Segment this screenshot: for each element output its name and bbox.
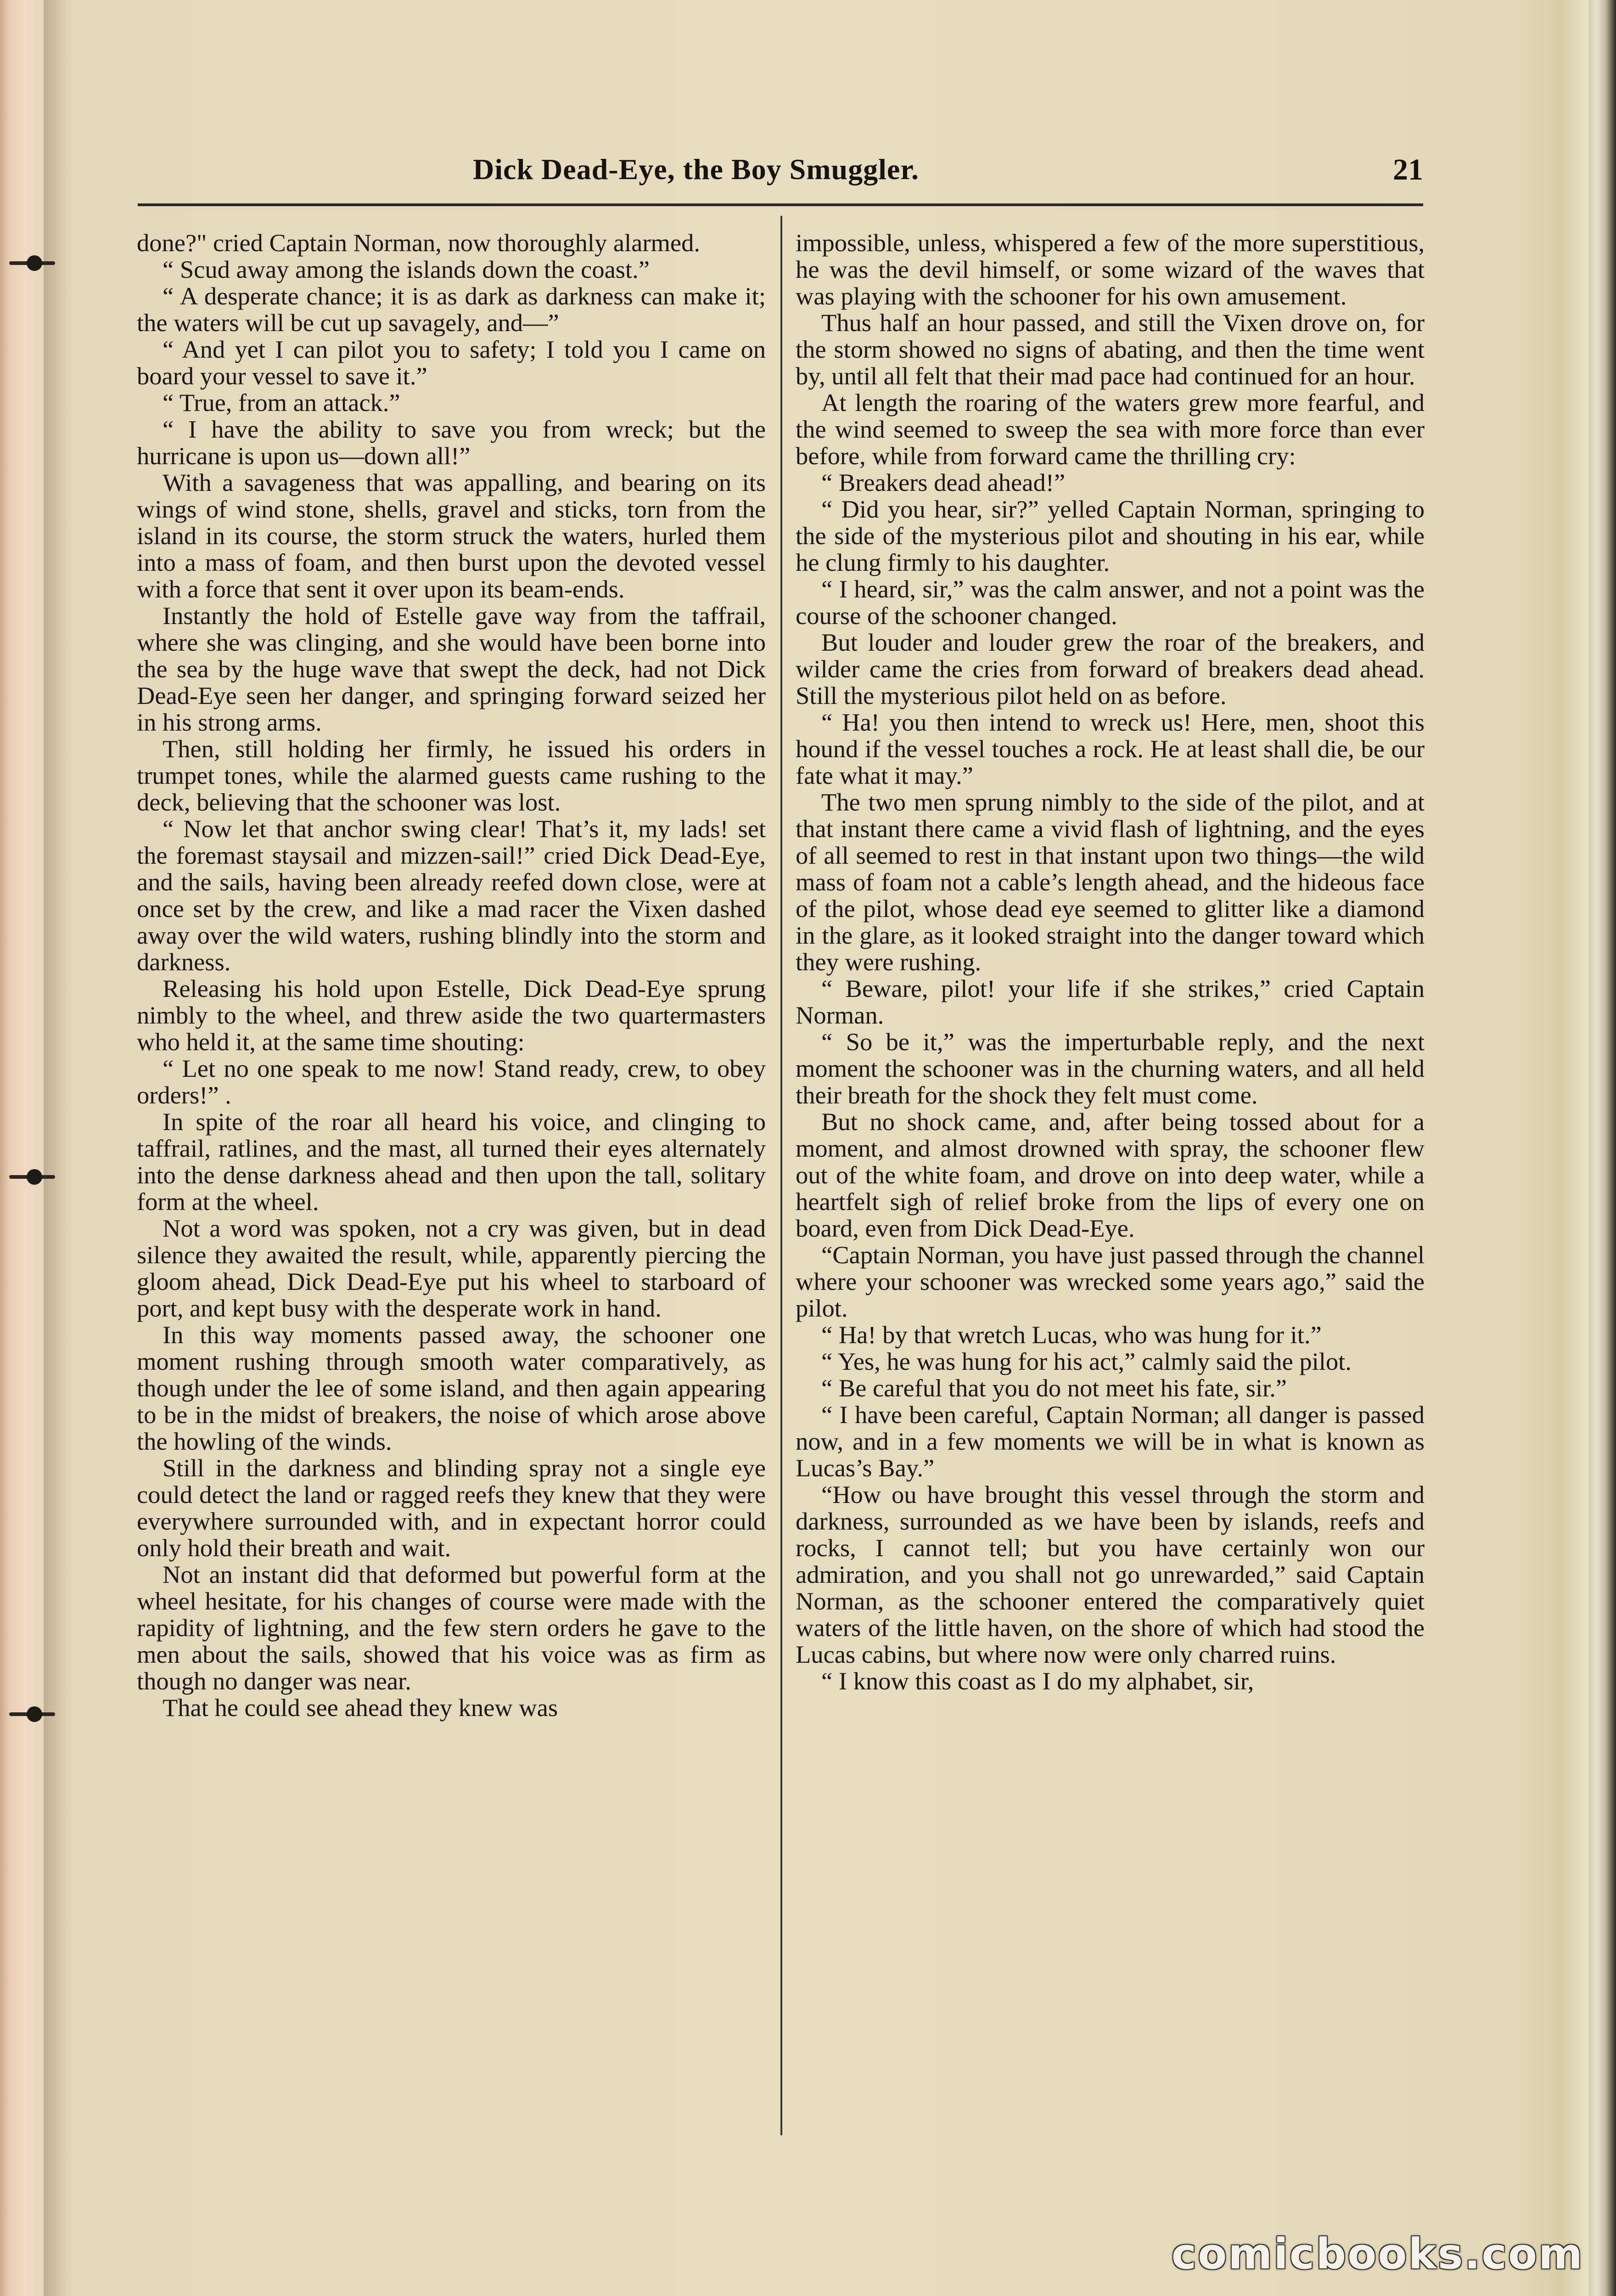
paragraph: impossible, unless, whispered a few of the more superstitious, he was the devil himself, or some wizard of the waves that was playing with the schooner for his own amusement. — [796, 229, 1425, 310]
paragraph: “ I have been careful, Captain Norman; all danger is passed now, and in a few moments we will be in what is known as Lucas’s Bay.” — [796, 1401, 1425, 1482]
paragraph: “How ou have brought this vessel through the storm and darkness, surrounded as we have been by islands, reefs and rocks, I cannot tell; but you have certainly won our admiration, and you shall not go unrewarded,” said Captain Norman, as the schooner entered the comparatively quiet waters of the little haven, on the shore of which had stood the Lucas cabins, but where now were only charred ruins. — [796, 1480, 1425, 1668]
paragraph: “ Yes, he was hung for his act,” calmly said the pilot. — [821, 1347, 1352, 1375]
paragraph: “ Breakers dead ahead!” — [821, 468, 1066, 496]
paragraph: “ True, from an attack.” — [163, 388, 400, 416]
paragraph: “ Be careful that you do not meet his fate, sir.” — [821, 1374, 1287, 1402]
paragraph: Releasing his hold upon Estelle, Dick Dead-Eye sprung nimbly to the wheel, and threw aside the two quartermasters who held it, at the same time shouting: — [137, 974, 766, 1056]
paragraph: “ I know this coast as I do my alphabet, sir, — [821, 1667, 1254, 1695]
page-edge — [1588, 0, 1616, 2296]
paragraph: With a savageness that was appalling, and bearing on its wings of wind stone, shells, gravel and sticks, torn from the island in its course, the storm struck the waters, hurled them into a mass of foam, and then burst upon the devoted vessel with a force that sent it over upon its beam-ends. — [137, 468, 766, 603]
header-rule — [138, 203, 1423, 206]
paragraph: “ And yet I can pilot you to safety; I told you I came on board your vessel to save it.” — [137, 335, 766, 390]
binding-stitch — [9, 253, 55, 273]
right-column — [796, 230, 1425, 1694]
left-column — [137, 230, 766, 1721]
paragraph: “ Scud away among the islands down the coast.” — [163, 255, 650, 283]
column-divider — [780, 216, 782, 2135]
paragraph: Thus half an hour passed, and still the Vixen drove on, for the storm showed no signs of abating, and then the time went by, until all felt that their mad pace had continued for an hour. — [796, 309, 1425, 390]
paragraph: “Captain Norman, you have just passed through the channel where your schooner was wrecked some years ago,” said the pilot. — [796, 1241, 1425, 1322]
paragraph: But louder and louder grew the roar of the breakers, and wilder came the cries from forward of breakers dead ahead. Still the mysterious pilot held on as before. — [796, 628, 1425, 709]
binding-stitch — [9, 1704, 55, 1724]
paragraph: “ Beware, pilot! your life if she strikes,” cried Captain Norman. — [796, 974, 1425, 1029]
paragraph: “ A desperate chance; it is as dark as darkness can make it; the waters will be cut up savagely, and—” — [137, 282, 766, 337]
watermark: comicbooks.com — [1171, 2229, 1584, 2279]
paragraph: “ So be it,” was the imperturbable reply, and the next moment the schooner was in the churning waters, and all held their breath for the shock they felt must come. — [796, 1028, 1425, 1109]
paragraph: At length the roaring of the waters grew more fearful, and the wind seemed to sweep the sea with more force than ever before, while from forward came the thrilling cry: — [796, 388, 1425, 470]
paragraph: That he could see ahead they knew was — [163, 1694, 558, 1722]
paragraph: “ I have the ability to save you from wreck; but the hurricane is upon us—down all!” — [137, 415, 766, 470]
paragraph: “ Let no one speak to me now! Stand ready, crew, to obey orders!” . — [137, 1054, 766, 1109]
paragraph: “ Ha! by that wretch Lucas, who was hung for it.” — [821, 1321, 1322, 1349]
paragraph: Not an instant did that deformed but powerful form at the wheel hesitate, for his changes of course were made with the rapidity of lightning, and the few stern orders he gave to the men about the sails, showed that his voice was as firm as though no danger was near. — [137, 1560, 766, 1695]
paragraph: “ Now let that anchor swing clear! That’s it, my lads! set the foremast staysail and mizzen-sail!” cried Dick Dead-Eye, and the sails, having been already reefed down close, were at once set by the crew, and like a mad racer the Vixen dashed away over the wild waters, rushing blindly into the storm and darkness. — [137, 815, 766, 976]
paragraph: Still in the darkness and blinding spray not a single eye could detect the land or ragged reefs they knew that they were everywhere surrounded with, and in expectant horror could only hold their breath and wait. — [137, 1454, 766, 1562]
paragraph: Instantly the hold of Estelle gave way from the taffrail, where she was clinging, and she would have been borne into the sea by the huge wave that swept the deck, had not Dick Dead-Eye seen her danger, and springing forward seized her in his strong arms. — [137, 602, 766, 736]
binding-shadow — [44, 0, 71, 2296]
paragraph: “ Ha! you then intend to wreck us! Here, men, shoot this hound if the vessel touches a rock. He at least shall die, be our fate what it may.” — [796, 708, 1425, 789]
binding-stitch — [9, 1166, 55, 1187]
paragraph: In spite of the roar all heard his voice, and clinging to taffrail, ratlines, and the mast, all turned their eyes alternately into the dense darkness ahead and then upon the tall, solitary form at the wheel. — [137, 1108, 766, 1216]
paragraph: Not a word was spoken, not a cry was given, but in dead silence they awaited the result, while, apparently piercing the gloom ahead, Dick Dead-Eye put his wheel to starboard of port, and kept busy with the desperate work in hand. — [137, 1214, 766, 1322]
running-header — [138, 148, 1423, 198]
paragraph: done?" cried Captain Norman, now thoroughly alarmed. — [137, 229, 700, 257]
paragraph: But no shock came, and, after being tossed about for a moment, and almost drowned with spray, the schooner flew out of the white foam, and drove on into deep water, while a heartfelt sigh of relief broke from the lips of every one on board, even from Dick Dead-Eye. — [796, 1108, 1425, 1242]
paragraph: Then, still holding her firmly, he issued his orders in trumpet tones, while the alarmed guests came rushing to the deck, believing that the schooner was lost. — [137, 735, 766, 816]
paragraph: The two men sprung nimbly to the side of the pilot, and at that instant there came a vivid flash of lightning, and the eyes of all seemed to rest in that instant upon two things—the wild mass of foam not a cable’s length ahead, and the hideous face of the pilot, whose dead eye seemed to glitter like a diamond in the glare, as it looked straight into the danger toward which they were rushing. — [796, 788, 1425, 976]
running-title: Dick Dead-Eye, the Boy Smuggler. — [473, 153, 919, 186]
page-number: 21 — [1393, 153, 1423, 186]
paragraph: “ I heard, sir,” was the calm answer, and not a point was the course of the schooner changed. — [796, 575, 1425, 630]
paragraph: In this way moments passed away, the schooner one moment rushing through smooth water comparatively, as though under the lee of some island, and then again appearing to be in the midst of breakers, the noise of which arose above the howling of the winds. — [137, 1321, 766, 1455]
paragraph: “ Did you hear, sir?” yelled Captain Norman, springing to the side of the mysterious pilot and shouting in his ear, while he clung firmly to his daughter. — [796, 495, 1425, 576]
